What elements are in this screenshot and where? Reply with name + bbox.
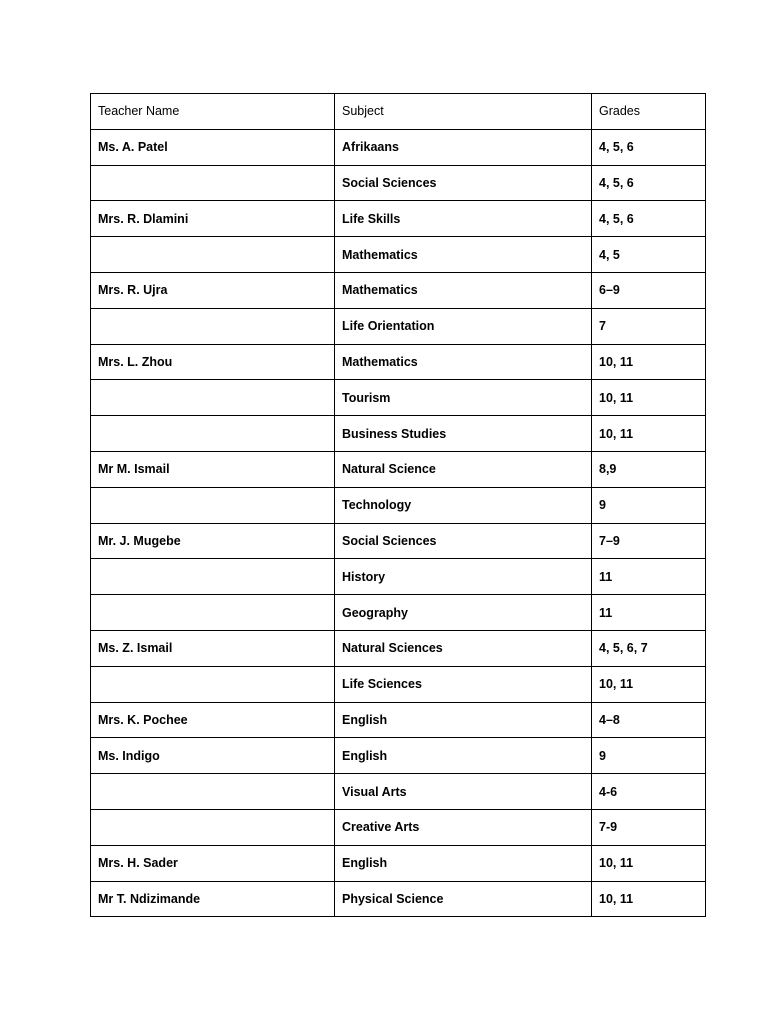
subject-cell: Mathematics <box>335 344 592 380</box>
teacher-name-cell: Mrs. R. Ujra <box>91 272 335 308</box>
subject-cell: Geography <box>335 595 592 631</box>
table-row <box>91 845 706 881</box>
teacher-name-cell <box>91 809 335 845</box>
subject-cell: Technology <box>335 487 592 523</box>
subject-cell: Mathematics <box>335 237 592 273</box>
grades-cell: 11 <box>592 595 706 631</box>
teacher-name-cell: Ms. Indigo <box>91 738 335 774</box>
subject-cell: Business Studies <box>335 416 592 452</box>
teacher-subject-table <box>90 93 706 917</box>
teacher-name-cell: Mrs. K. Pochee <box>91 702 335 738</box>
grades-cell: 4–8 <box>592 702 706 738</box>
subject-cell: Natural Science <box>335 451 592 487</box>
subject-cell: Physical Science <box>335 881 592 917</box>
grades-cell: 8,9 <box>592 451 706 487</box>
teacher-name-cell: Mr M. Ismail <box>91 451 335 487</box>
teacher-name-cell <box>91 237 335 273</box>
subject-cell: English <box>335 738 592 774</box>
grades-cell: 4, 5, 6 <box>592 129 706 165</box>
table-row <box>91 380 706 416</box>
grades-cell: 4, 5 <box>592 237 706 273</box>
subject-cell: Life Orientation <box>335 308 592 344</box>
teacher-name-cell: Mrs. L. Zhou <box>91 344 335 380</box>
teacher-name-cell <box>91 308 335 344</box>
grades-cell: 11 <box>592 559 706 595</box>
teacher-name-cell: Mr T. Ndizimande <box>91 881 335 917</box>
table-row <box>91 201 706 237</box>
grades-cell: 7-9 <box>592 809 706 845</box>
subject-cell: Creative Arts <box>335 809 592 845</box>
subject-cell: Mathematics <box>335 272 592 308</box>
subject-cell: English <box>335 845 592 881</box>
table-row <box>91 129 706 165</box>
grades-cell: 9 <box>592 487 706 523</box>
table-row <box>91 666 706 702</box>
teacher-name-cell: Ms. A. Patel <box>91 129 335 165</box>
table-row <box>91 344 706 380</box>
teacher-name-cell <box>91 559 335 595</box>
table-row <box>91 451 706 487</box>
table-row <box>91 487 706 523</box>
grades-cell: 10, 11 <box>592 666 706 702</box>
teacher-name-cell <box>91 165 335 201</box>
grades-cell: 10, 11 <box>592 881 706 917</box>
teacher-name-cell: Mrs. R. Dlamini <box>91 201 335 237</box>
teacher-name-cell <box>91 487 335 523</box>
table-body <box>91 129 706 917</box>
table-row <box>91 774 706 810</box>
subject-cell: Tourism <box>335 380 592 416</box>
table-row <box>91 237 706 273</box>
grades-cell: 10, 11 <box>592 845 706 881</box>
grades-cell: 9 <box>592 738 706 774</box>
table-row <box>91 308 706 344</box>
table-row <box>91 272 706 308</box>
grades-cell: 4, 5, 6, 7 <box>592 630 706 666</box>
table-row <box>91 809 706 845</box>
subject-cell: Social Sciences <box>335 165 592 201</box>
teacher-name-cell: Mrs. H. Sader <box>91 845 335 881</box>
header-teacher-name: Teacher Name <box>91 94 335 130</box>
subject-cell: Afrikaans <box>335 129 592 165</box>
teacher-name-cell: Ms. Z. Ismail <box>91 630 335 666</box>
teacher-name-cell <box>91 595 335 631</box>
grades-cell: 6–9 <box>592 272 706 308</box>
table-row <box>91 559 706 595</box>
subject-cell: History <box>335 559 592 595</box>
table-row <box>91 416 706 452</box>
grades-cell: 7 <box>592 308 706 344</box>
table-row <box>91 702 706 738</box>
table-row <box>91 738 706 774</box>
grades-cell: 4, 5, 6 <box>592 201 706 237</box>
table-row <box>91 165 706 201</box>
teacher-name-cell <box>91 666 335 702</box>
teacher-name-cell <box>91 416 335 452</box>
grades-cell: 10, 11 <box>592 416 706 452</box>
teacher-name-cell <box>91 774 335 810</box>
grades-cell: 4-6 <box>592 774 706 810</box>
header-subject: Subject <box>335 94 592 130</box>
teacher-name-cell: Mr. J. Mugebe <box>91 523 335 559</box>
header-grades: Grades <box>592 94 706 130</box>
table-row <box>91 523 706 559</box>
teacher-name-cell <box>91 380 335 416</box>
grades-cell: 10, 11 <box>592 380 706 416</box>
table-row <box>91 630 706 666</box>
table-row <box>91 881 706 917</box>
grades-cell: 7–9 <box>592 523 706 559</box>
subject-cell: Visual Arts <box>335 774 592 810</box>
subject-cell: Life Sciences <box>335 666 592 702</box>
grades-cell: 4, 5, 6 <box>592 165 706 201</box>
table-header-row <box>91 94 706 130</box>
table-row <box>91 595 706 631</box>
subject-cell: Life Skills <box>335 201 592 237</box>
subject-cell: Natural Sciences <box>335 630 592 666</box>
grades-cell: 10, 11 <box>592 344 706 380</box>
subject-cell: Social Sciences <box>335 523 592 559</box>
subject-cell: English <box>335 702 592 738</box>
